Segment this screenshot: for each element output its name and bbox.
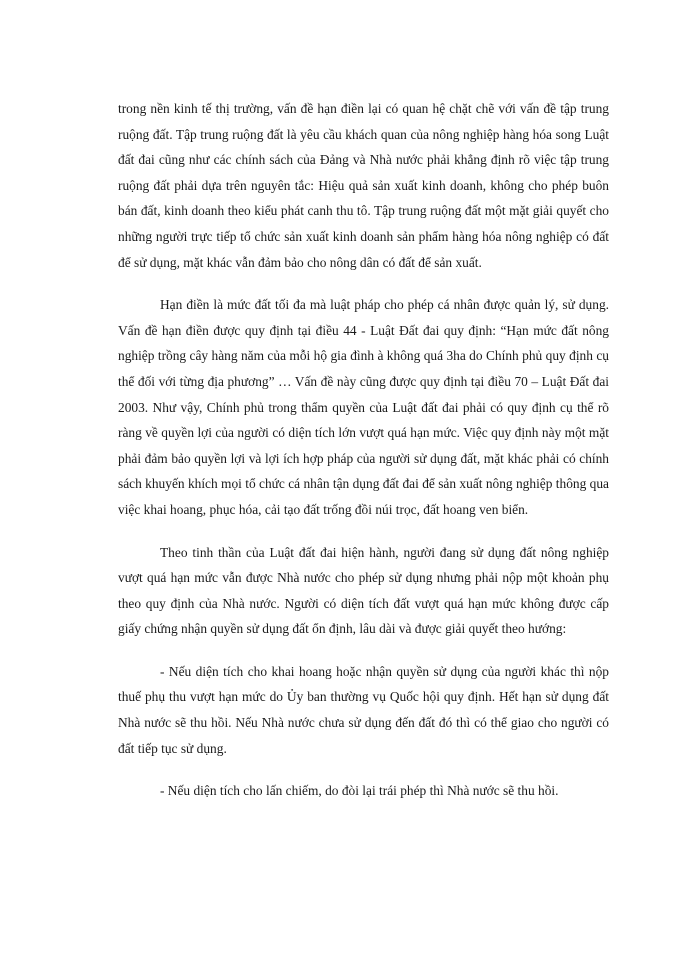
- bullet-encroached-land: - Nếu diện tích cho lấn chiếm, do đòi lại trái phép thì Nhà nước sẽ thu hồi.: [160, 783, 559, 799]
- document-page: [118, 96, 609, 821]
- bullet-reclaimed-land: - Nếu diện tích cho khai hoang hoặc nhận quyền sử dụng của người khác thì nộp thuế phụ thu vượt hạn mức do Ủy ban thường vụ Quốc hội quy định. Hết hạn sử dụng đất Nhà nước sẽ thu hồi. Nếu Nhà nước chưa sử dụng đến đất đó thì có thể giao cho người có đất tiếp tục sử dụng.: [118, 663, 609, 756]
- paragraph-current-law-spirit: Theo tinh thần của Luật đất đai hiện hành, người đang sử dụng đất nông nghiệp vượt quá hạn mức vẫn được Nhà nước cho phép sử dụng nhưng phải nộp một khoản phụ theo quy định của Nhà nước. Người có diện tích đất vượt quá hạn mức không được cấp giấy chứng nhận quyền sử dụng đất ổn định, lâu dài và được giải quyết theo hướng:: [118, 544, 609, 637]
- paragraph-land-limit-definition: Hạn điền là mức đất tối đa mà luật pháp cho phép cá nhân được quản lý, sử dụng. Vấn đề hạn điền được quy định tại điều 44 - Luật Đất đai quy định: “Hạn mức đất nông nghiệp trồng cây hàng năm của mỗi hộ gia đình à không quá 3ha do Chính phủ quy định cụ thể đối với từng địa phương” … Vấn đề này cũng được quy định tại điều 70 – Luật Đất đai 2003. Như vậy, Chính phủ trong thẩm quyền của Luật đất đai phải có quy định cụ thể rõ ràng về quyền lợi của người có diện tích lớn vượt quá hạn mức. Việc quy định này một mặt phải đảm bảo quyền lợi và lợi ích hợp pháp của người sử dụng đất, mặt khác phải có chính sách khuyến khích mọi tổ chức cá nhân tận dụng đất đai để sản xuất nông nghiệp thông qua việc khai hoang, phục hóa, cải tạo đất trống đồi núi trọc, đất hoang ven biển.: [118, 297, 609, 517]
- paragraph-land-concentration: trong nền kinh tế thị trường, vấn đề hạn điền lại có quan hệ chặt chẽ với vấn đề tập trung ruộng đất. Tập trung ruộng đất là yêu cầu khách quan của nông nghiệp hàng hóa song Luật đất đai cũng như các chính sách của Đảng và Nhà nước phải khẳng định rõ việc tập trung ruộng đất phải dựa trên nguyên tắc: Hiệu quả sản xuất kinh doanh, không cho phép buôn bán đất, kinh doanh theo kiểu phát canh thu tô. Tập trung ruộng đất một mặt giải quyết cho những người trực tiếp tổ chức sản xuất kinh doanh sản phẩm hàng hóa nông nghiệp có đất để sử dụng, mặt khác vẫn đảm bảo cho nông dân có đất để sản xuất.: [118, 101, 609, 270]
